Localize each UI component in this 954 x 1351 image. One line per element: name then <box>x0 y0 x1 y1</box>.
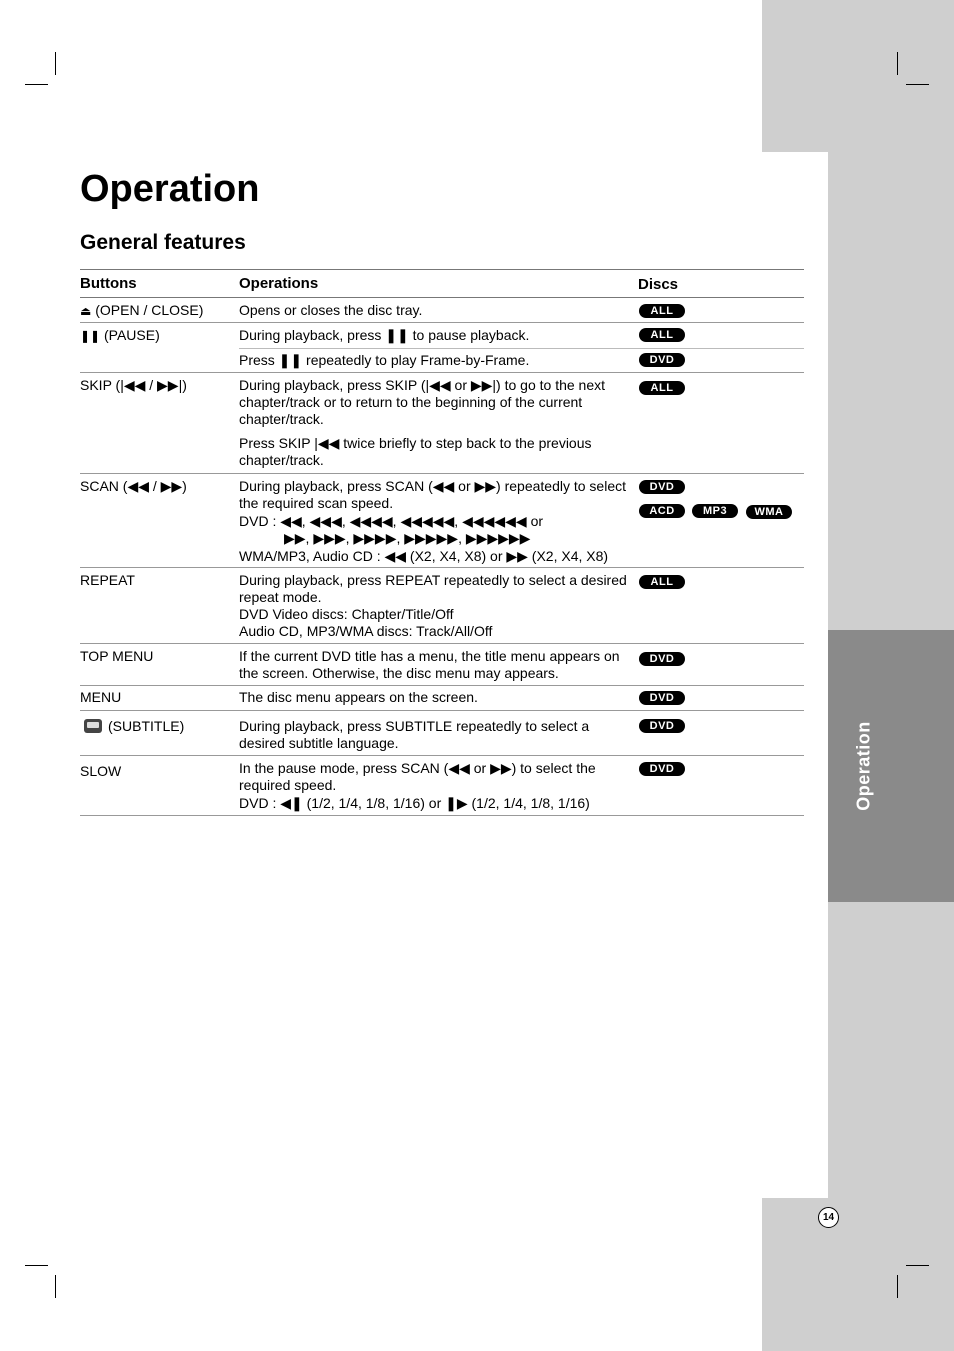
disc-badge: ACD <box>639 504 685 518</box>
disc-badge: DVD <box>639 762 685 776</box>
subtitle-icon <box>84 719 102 733</box>
crop-mark <box>25 1265 48 1266</box>
disc-badge: WMA <box>746 505 792 519</box>
disc-badge: ALL <box>639 575 685 589</box>
operation-text: DVD : ◀❚ (1/2, 1/4, 1/8, 1/16) or ❚▶ (1/2, 1/4, 1/8, 1/16) <box>239 795 590 811</box>
eject-icon: ⏏ <box>80 304 92 318</box>
operation-text: ▶▶, ▶▶▶, ▶▶▶▶, ▶▶▶▶▶, ▶▶▶▶▶▶ <box>284 530 531 546</box>
operation-text: During playback, press SUBTITLE repeatedly to select a desired subtitle language. <box>239 718 590 751</box>
button-name: (PAUSE) <box>104 327 160 343</box>
crop-mark <box>897 1275 898 1298</box>
section-title: General features <box>80 231 246 254</box>
operation-text: WMA/MP3, Audio CD : ◀◀ (X2, X4, X8) or ▶▶ (X2, X4, X8) <box>239 548 609 564</box>
crop-mark <box>55 52 56 75</box>
side-tab-bottom <box>762 1198 954 1351</box>
page-number: 14 <box>818 1207 839 1228</box>
crop-mark <box>897 52 898 75</box>
table-row <box>80 756 804 816</box>
disc-badge: ALL <box>639 328 685 342</box>
header-buttons: Buttons <box>80 275 137 292</box>
operation-text: During playback, press SKIP (|◀◀ or ▶▶|) to go to the next chapter/track or to return to the beginning of the current chapter/track. <box>239 377 606 427</box>
header-operations: Operations <box>239 275 319 292</box>
side-tab-top <box>762 0 954 152</box>
table-row <box>80 711 804 756</box>
operation-text: Press SKIP |◀◀ twice briefly to step back to the previous chapter/track. <box>239 435 592 468</box>
operation-text: Audio CD, MP3/WMA discs: Track/All/Off <box>239 623 493 639</box>
disc-badge: ALL <box>639 381 685 395</box>
button-name: SCAN (◀◀ / ▶▶) <box>80 478 187 494</box>
disc-badge: DVD <box>639 719 685 733</box>
disc-badge: DVD <box>639 353 685 367</box>
operation-text: If the current DVD title has a menu, the title menu appears on the screen. Otherwise, the disc menu may appears. <box>239 648 620 681</box>
operation-text: Press ❚❚ repeatedly to play Frame-by-Frame. <box>239 352 530 368</box>
table-row <box>80 568 804 644</box>
disc-badge: DVD <box>639 480 685 494</box>
table-row <box>80 644 804 686</box>
crop-mark <box>906 84 929 85</box>
button-name: REPEAT <box>80 572 135 588</box>
table-row <box>80 323 804 373</box>
table-row <box>80 373 804 474</box>
row-divider <box>239 348 804 349</box>
operation-text: DVD : ◀◀, ◀◀◀, ◀◀◀◀, ◀◀◀◀◀, ◀◀◀◀◀◀ or <box>239 513 544 529</box>
header-discs: Discs <box>638 276 679 293</box>
operation-text: Opens or closes the disc tray. <box>239 302 423 318</box>
button-name: TOP MENU <box>80 648 154 664</box>
disc-badge: ALL <box>639 304 685 318</box>
crop-mark <box>55 1275 56 1298</box>
operation-text: DVD Video discs: Chapter/Title/Off <box>239 606 454 622</box>
disc-badge: DVD <box>639 691 685 705</box>
page-title: Operation <box>80 168 260 210</box>
operation-text: The disc menu appears on the screen. <box>239 689 478 705</box>
table-row <box>80 298 804 323</box>
pause-icon: ❚❚ <box>80 329 101 343</box>
side-tab-label: Operation <box>853 721 874 811</box>
table-row <box>80 686 804 711</box>
operation-text: During playback, press SCAN (◀◀ or ▶▶) repeatedly to select the required scan speed. <box>239 478 626 511</box>
features-table <box>80 269 804 816</box>
operation-text: In the pause mode, press SCAN (◀◀ or ▶▶) to select the required speed. <box>239 760 596 793</box>
button-name: MENU <box>80 689 122 705</box>
button-name: SKIP (|◀◀ / ▶▶|) <box>80 377 187 393</box>
disc-badge: DVD <box>639 652 685 666</box>
button-name: (OPEN / CLOSE) <box>95 302 204 318</box>
button-name: (SUBTITLE) <box>108 718 185 734</box>
table-row <box>80 474 804 568</box>
side-tab-active <box>828 630 954 902</box>
crop-mark <box>906 1265 929 1266</box>
table-header <box>80 269 804 298</box>
disc-badge: MP3 <box>692 504 738 518</box>
crop-mark <box>25 84 48 85</box>
operation-text: During playback, press ❚❚ to pause playback. <box>239 327 530 343</box>
operation-text: During playback, press REPEAT repeatedly to select a desired repeat mode. <box>239 572 627 605</box>
button-name: SLOW <box>80 763 122 779</box>
